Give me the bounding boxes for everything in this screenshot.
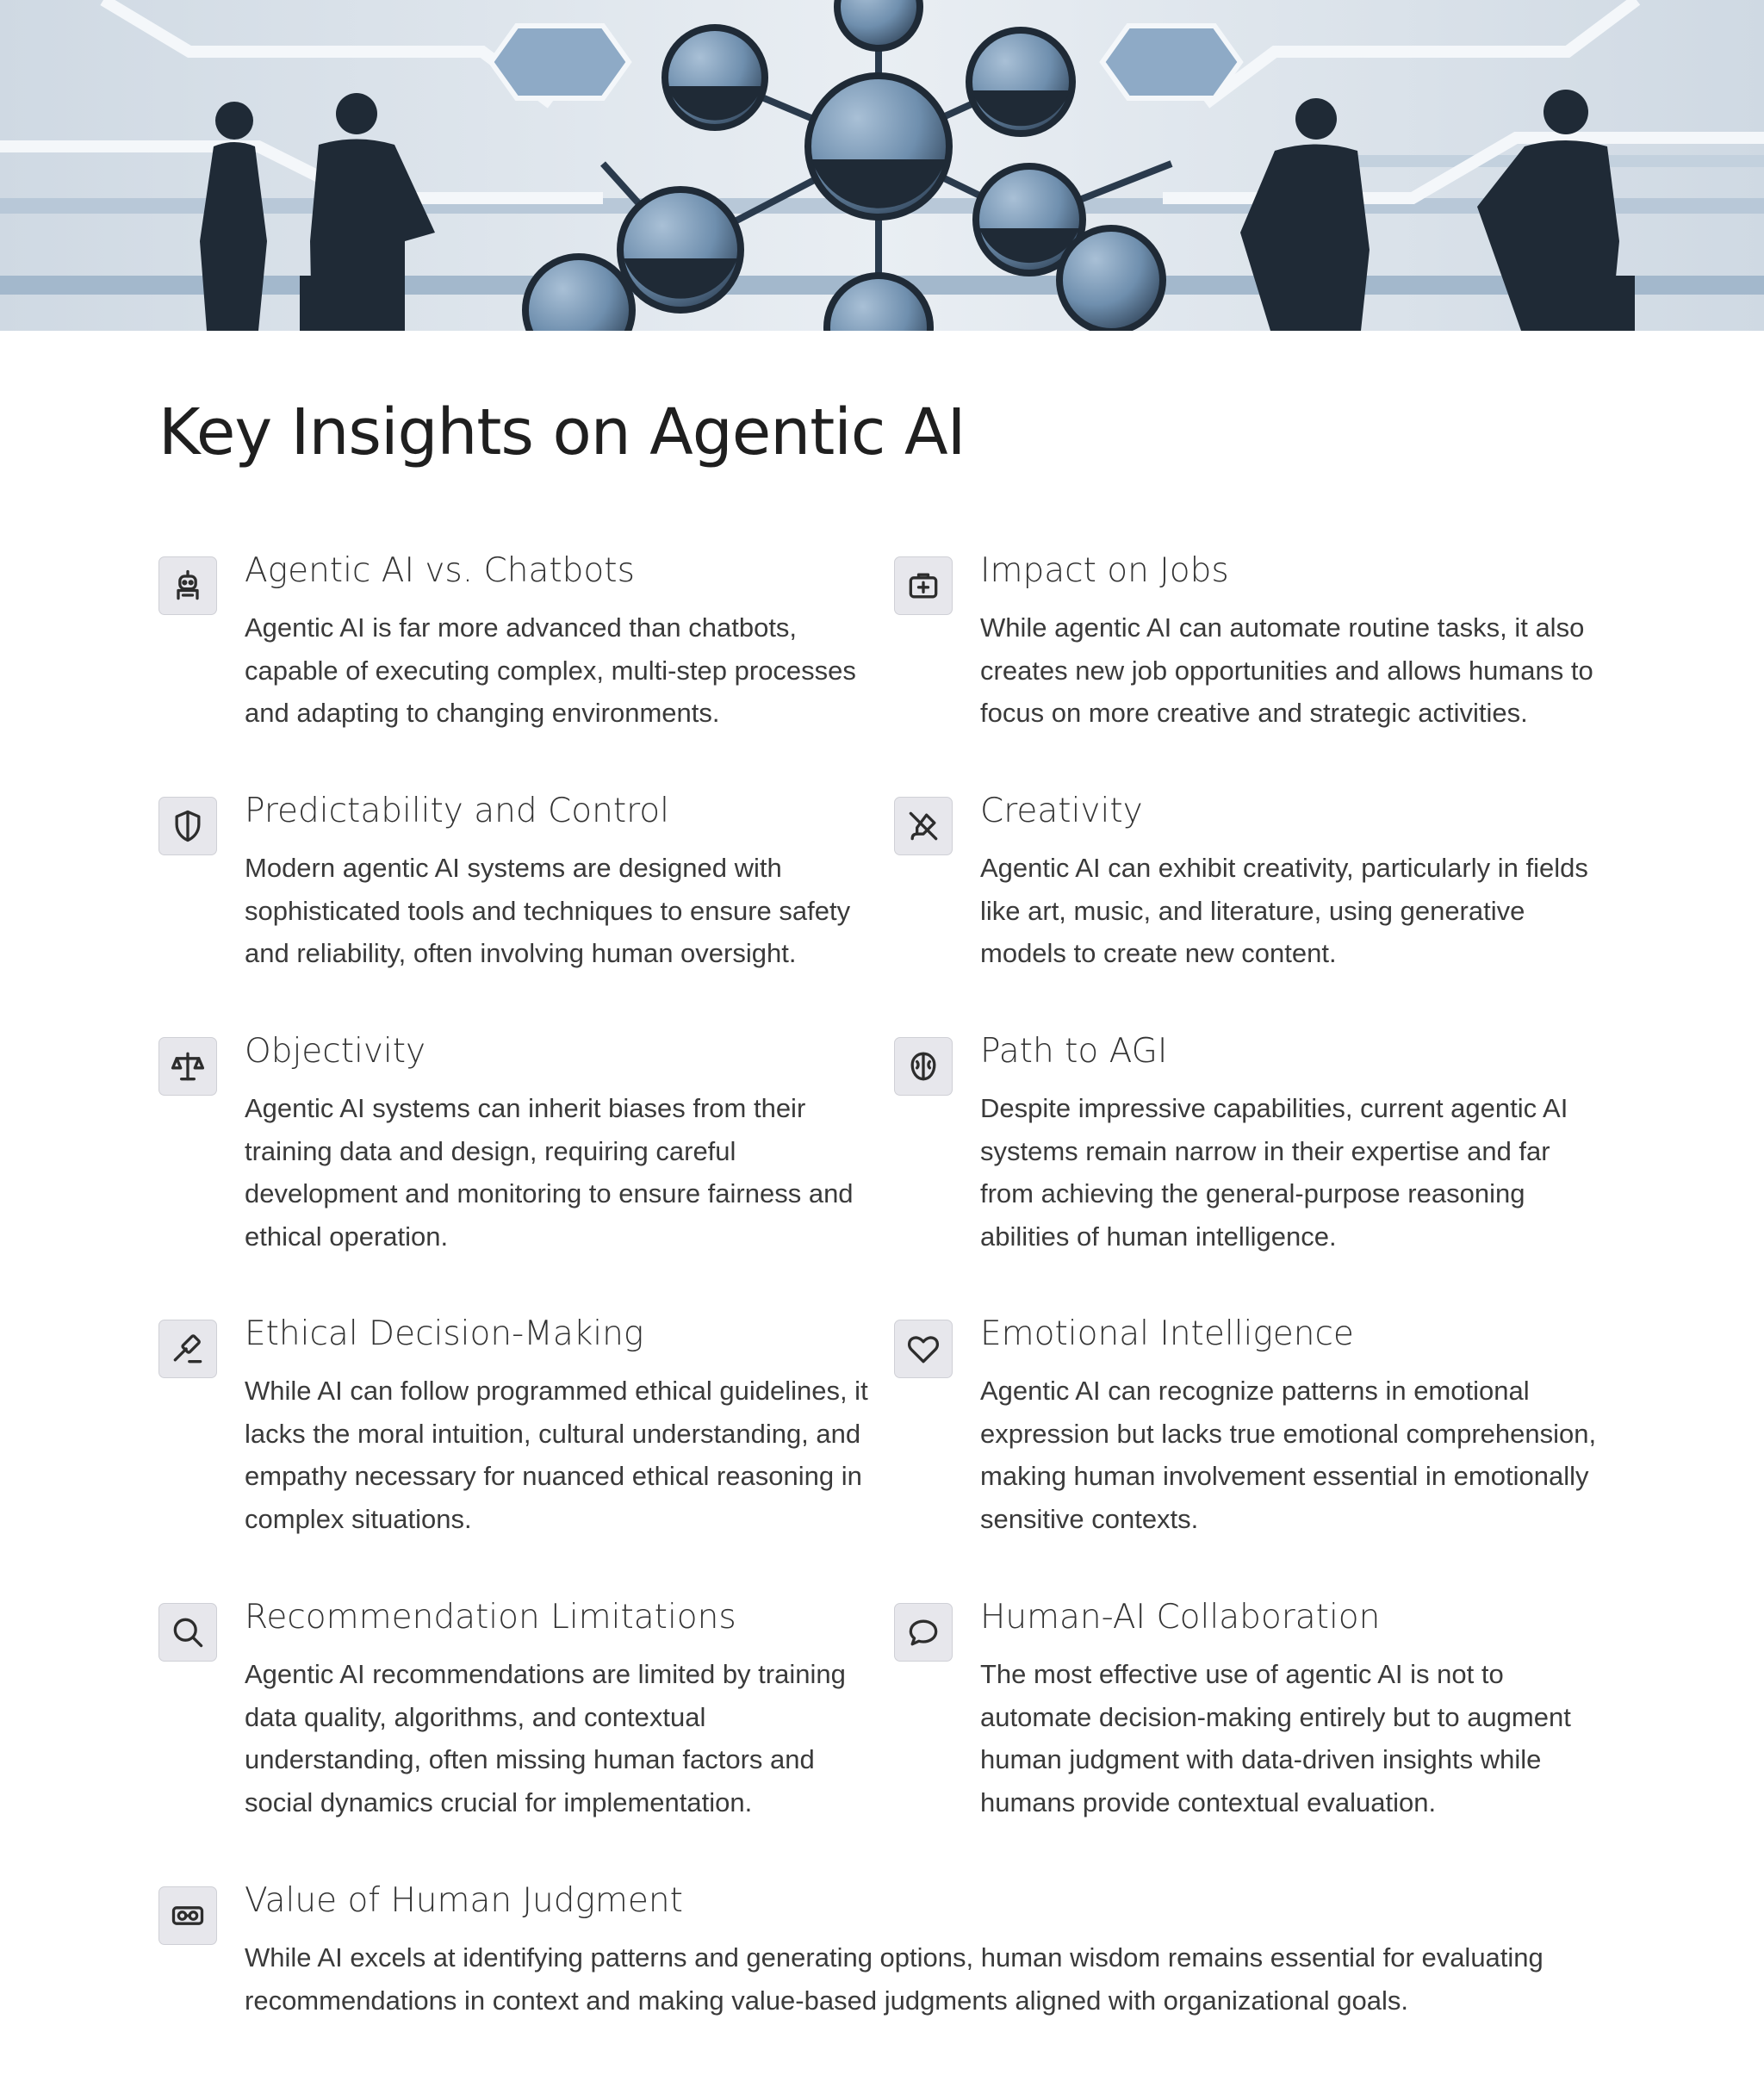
robot-icon: [158, 556, 217, 615]
insight-text: Agentic AI can exhibit creativity, particularly in fields like art, music, and literature, using generative models to create new content.: [980, 853, 1588, 968]
insight-title: Objectivity: [245, 1032, 426, 1071]
page-title: Key Insights on Agentic AI: [158, 395, 966, 469]
insight-text: While agentic AI can automate routine tasks, it also creates new job opportunities and allows humans to focus on more creative and strategic activities.: [980, 612, 1593, 728]
scale-icon: [158, 1037, 217, 1096]
insight-title: Creativity: [980, 792, 1143, 830]
heart-icon: [894, 1320, 953, 1378]
insight-text: Agentic AI can recognize patterns in emotional expression but lacks true emotional comprehension, making human involvement essential in emotionally sensitive contexts.: [980, 1376, 1597, 1534]
insight-title: Ethical Decision-Making: [245, 1314, 644, 1353]
search-icon: [158, 1603, 217, 1662]
insight-text: While AI can follow programmed ethical guidelines, it lacks the moral intuition, cultural understanding, and empathy necessary for nuanced ethical reasoning in complex situations.: [245, 1376, 868, 1534]
hero-illustration: [0, 0, 1764, 331]
brush-off-icon: [894, 797, 953, 855]
chat-bubble-icon: [894, 1603, 953, 1662]
insight-title: Path to AGI: [980, 1032, 1168, 1071]
brain-icon: [894, 1037, 953, 1096]
insight-title: Impact on Jobs: [980, 551, 1229, 590]
insight-text: Agentic AI systems can inherit biases from their training data and design, requiring careful development and monitoring to ensure fairness and ethical operation.: [245, 1093, 854, 1252]
insight-text: Modern agentic AI systems are designed with sophisticated tools and techniques to ensure safety and reliability, often involving human oversight.: [245, 853, 851, 968]
insight-title: Predictability and Control: [245, 792, 670, 830]
insight-text: The most effective use of agentic AI is not to automate decision-making entirely but to augment human judgment with data-driven insights while humans provide contextual evaluation.: [980, 1659, 1571, 1817]
hero-banner: [0, 0, 1764, 331]
insight-text: Agentic AI is far more advanced than chatbots, capable of executing complex, multi-step processes and adapting to changing environments.: [245, 612, 856, 728]
insight-title: Value of Human Judgment: [245, 1881, 683, 1920]
insight-title: Recommendation Limitations: [245, 1598, 736, 1637]
insight-title: Emotional Intelligence: [980, 1314, 1354, 1353]
shield-icon: [158, 797, 217, 855]
insight-title: Agentic AI vs. Chatbots: [245, 551, 635, 590]
insight-title: Human-AI Collaboration: [980, 1598, 1381, 1637]
vr-glasses-icon: [158, 1886, 217, 1945]
insight-text: Agentic AI recommendations are limited by training data quality, algorithms, and contextual understanding, often missing human factors and social dynamics crucial for implementation.: [245, 1659, 846, 1817]
insight-text: Despite impressive capabilities, current agentic AI systems remain narrow in their expertise and far from achieving the general-purpose reasoning abilities of human intelligence.: [980, 1093, 1568, 1252]
insight-text: While AI excels at identifying patterns and generating options, human wisdom remains essential for evaluating recommendations in context and making value-based judgments aligned with organizational goals.: [245, 1942, 1544, 2016]
gavel-icon: [158, 1320, 217, 1378]
medical-briefcase-icon: [894, 556, 953, 615]
